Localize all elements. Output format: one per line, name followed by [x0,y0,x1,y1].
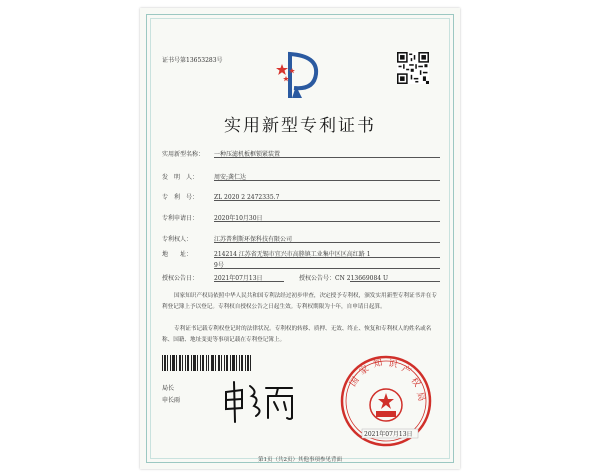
field-label: 授权公告日： [162,275,199,282]
handwritten-signature-icon [220,378,300,424]
certificate-title: 实用新型专利证书 [224,116,376,136]
field-underline [350,281,440,282]
field-value: CN 213669084 U [335,275,389,282]
page-footer: 第1页（共2页）其他事项参见背面 [258,457,342,463]
field-value: 周安;龚仁达 [214,174,247,181]
field-value: 一种压滤机板框锁紧装置 [214,151,281,158]
field-label: 专利申请日： [162,215,199,222]
field-underline [214,268,440,269]
svg-text:知: 知 [372,358,384,370]
field-label: 地 址： [162,251,193,258]
field-label: 授权公告号： [299,275,336,282]
qr-code-icon [397,52,429,84]
svg-text:产: 产 [399,364,413,378]
svg-text:权: 权 [408,375,422,390]
svg-text:局: 局 [414,391,427,403]
field-underline [214,157,440,158]
field-label: 发 明 人： [162,174,199,181]
field-label: 专 利 号： [162,194,199,201]
field-value: 2021年07月13日 [214,275,263,282]
field-value: 2020年10月30日 [214,215,263,222]
field-value: 江苏普利斯环保科技有限公司 [214,236,293,243]
field-underline [214,281,284,282]
field-underline [214,180,440,181]
certificate-page [140,8,460,469]
barcode-icon [162,355,252,371]
body-paragraph: 国家知识产权局依照中华人民共和国专利法经过初步审查，决定授予专利权，颁发实用新型专利证书并在专利登记簿上予以登记。专利权自授权公告之日起生效。专利权期限为十年，自申请日起算。 [162,293,437,310]
field-underline [214,257,440,258]
svg-text:识: 识 [387,359,399,371]
svg-text:家: 家 [357,364,372,378]
field-value: 9号 [214,262,224,269]
field-underline [214,221,440,222]
certificate-number: 证书号第13653283号 [162,57,223,64]
field-label: 实用新型名称： [162,151,205,158]
field-underline [214,242,440,243]
signature-title-2: 申长雨 [162,397,181,404]
svg-text:国: 国 [348,375,362,389]
field-underline [214,200,440,201]
seal-date: 2021年07月13日 [364,431,413,438]
field-value: 214214 江苏省无锡市宜兴市高塍镇工业集中区区高红路 1 [214,251,371,258]
body-paragraph: 专利证书记载专利权登记时的法律状况。专利权的转移、质押、无效、终止、恢复和专利权人的姓名或名称、国籍、地址变更等事项记载在专利登记簿上。 [162,326,432,343]
field-label: 专利权人： [162,236,193,243]
signature-title-1: 局长 [162,385,175,392]
field-value: ZL 2020 2 2472335.7 [214,194,280,201]
patent-office-logo-icon [272,46,328,102]
